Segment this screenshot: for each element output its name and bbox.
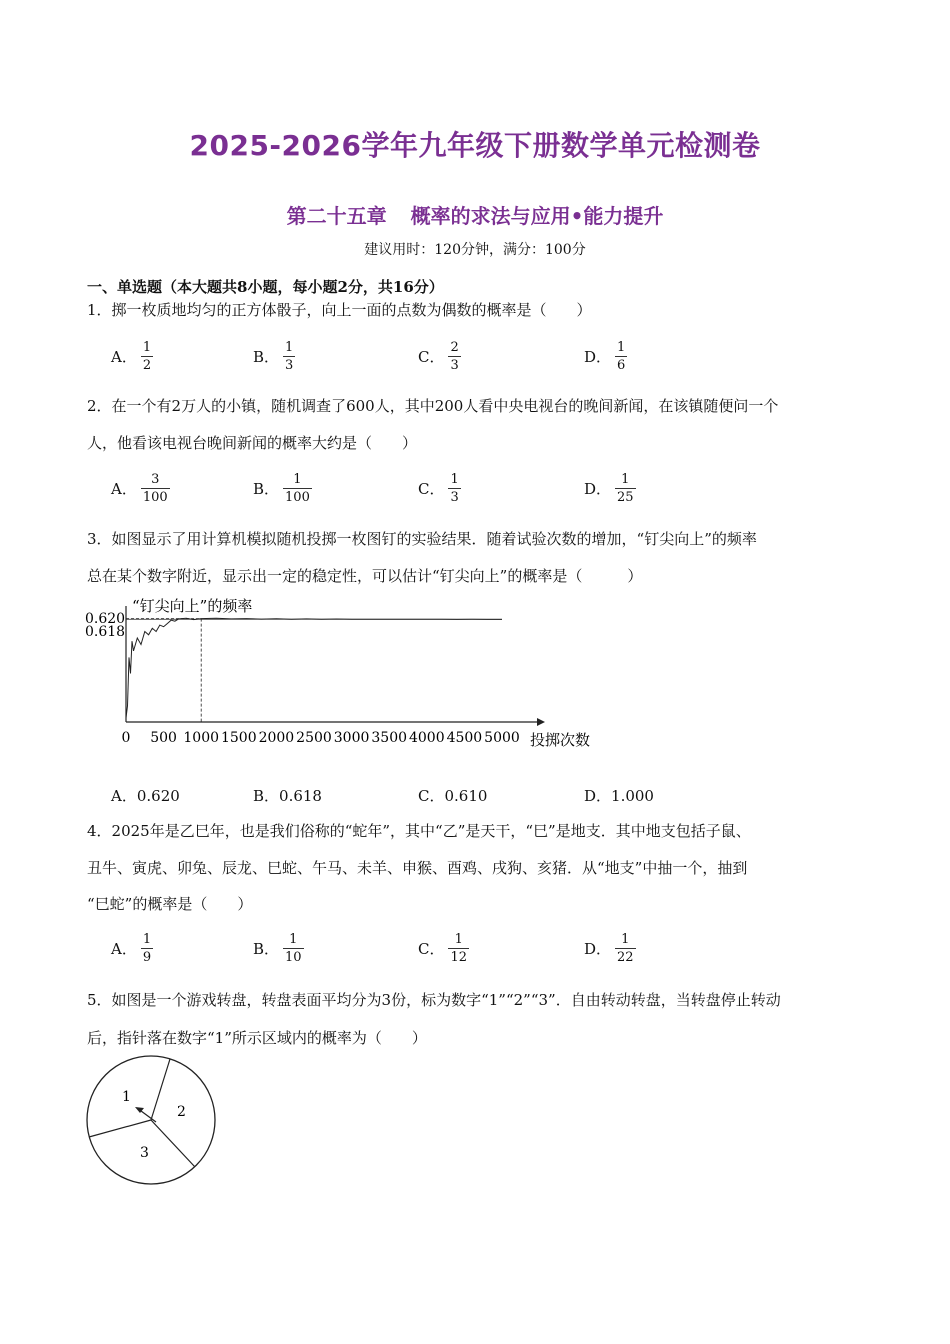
x-tick-0: 0 bbox=[121, 730, 131, 746]
x-tick-3000: 3000 bbox=[333, 730, 370, 746]
spinner-label-1: 1 bbox=[122, 1089, 131, 1105]
fraction bbox=[141, 340, 153, 373]
numerator: 1 bbox=[285, 340, 294, 355]
y-tick-0618: 0.618 bbox=[85, 624, 126, 640]
q3-option-a: A．0.620 bbox=[111, 787, 180, 805]
question-3-line1: 3．如图显示了用计算机模拟随机投掷一枚图钉的实验结果．随着试验次数的增加，“钉尖向上”的频率 bbox=[87, 530, 757, 548]
frequency-series-line bbox=[126, 618, 502, 718]
q3-option-c: C．0.610 bbox=[418, 787, 488, 805]
option-label: A． bbox=[111, 940, 137, 958]
numerator: 1 bbox=[293, 472, 302, 487]
chart-xlabel: 投掷次数 bbox=[530, 731, 591, 749]
denominator: 100 bbox=[285, 490, 310, 505]
x-tick-5000: 5000 bbox=[484, 730, 520, 746]
exam-title: 2025-2026学年九年级下册数学单元检测卷 bbox=[189, 129, 761, 162]
option-label: B． bbox=[253, 940, 280, 958]
x-tick-2000: 2000 bbox=[258, 730, 295, 746]
q4-option-d bbox=[584, 932, 636, 965]
numerator: 1 bbox=[621, 472, 630, 487]
frequency-chart bbox=[82, 592, 602, 757]
spinner-divider-right bbox=[151, 1120, 195, 1167]
option-label: B． bbox=[253, 348, 280, 366]
question-1-text: 1．掷一枚质地均匀的正方体骰子，向上一面的点数为偶数的概率是（ ） bbox=[87, 301, 592, 319]
denominator: 9 bbox=[142, 950, 152, 965]
q4-option-b bbox=[253, 932, 304, 965]
denominator: 100 bbox=[142, 490, 168, 505]
chapter-topic: 概率的求法与应用•能力提升 bbox=[410, 204, 664, 228]
denominator: 3 bbox=[450, 490, 459, 505]
spinner-label-3: 3 bbox=[140, 1145, 149, 1161]
q2-option-a bbox=[111, 472, 170, 505]
denominator: 3 bbox=[285, 358, 294, 373]
fraction bbox=[283, 472, 312, 505]
q2-option-b bbox=[253, 472, 312, 505]
spinner-diagram bbox=[84, 1052, 220, 1188]
question-3-line2: 总在某个数字附近，显示出一定的稳定性，可以估计“钉尖向上”的概率是（ ） bbox=[87, 567, 643, 585]
numerator: 1 bbox=[454, 932, 463, 947]
question-4-line1: 4．2025年是乙巳年，也是我们俗称的“蛇年”，其中“乙”是天干，“巳”是地支．其中地支包括子鼠、 bbox=[87, 822, 751, 840]
fraction bbox=[448, 472, 460, 505]
q4-option-a bbox=[111, 932, 153, 965]
denominator: 12 bbox=[450, 950, 468, 965]
spinner-divider-top bbox=[151, 1059, 170, 1120]
denominator: 10 bbox=[285, 950, 302, 965]
x-tick-3500: 3500 bbox=[371, 730, 408, 746]
question-4-line3: “巳蛇”的概率是（ ） bbox=[87, 895, 253, 913]
numerator: 1 bbox=[621, 932, 630, 947]
question-2-line2: 人，他看该电视台晚间新闻的概率大约是（ ） bbox=[87, 434, 418, 452]
question-4-line2: 丑牛、寅虎、卯兔、辰龙、巳蛇、午马、未羊、申猴、酉鸡、戌狗、亥猪．从“地支”中抽一个，抽到 bbox=[87, 859, 748, 877]
q1-option-d bbox=[584, 340, 627, 373]
option-label: C． bbox=[418, 940, 445, 958]
chart-ylabel: “钉尖向上”的频率 bbox=[132, 597, 253, 615]
x-tick-2500: 2500 bbox=[296, 730, 332, 746]
chapter-title bbox=[0, 200, 950, 229]
chapter-number: 第二十五章 bbox=[286, 204, 387, 228]
fraction bbox=[283, 340, 295, 373]
question-2-line1: 2．在一个有2万人的小镇，随机调查了600人，其中200人看中央电视台的晚间新闻，在该镇随便问一个 bbox=[87, 397, 779, 415]
x-tick-1000: 1000 bbox=[183, 730, 220, 746]
q1-option-b bbox=[253, 340, 295, 373]
spinner-divider-left bbox=[89, 1120, 151, 1137]
fraction bbox=[615, 340, 627, 373]
question-5-line1: 5．如图是一个游戏转盘，转盘表面平均分为3份，标为数字“1”“2”“3”．自由转动转盘，当转盘停止转动 bbox=[87, 991, 781, 1009]
option-label: C． bbox=[418, 480, 445, 498]
fraction bbox=[283, 932, 304, 965]
option-label: B． bbox=[253, 480, 280, 498]
q1-option-c bbox=[418, 340, 461, 373]
fraction bbox=[615, 932, 636, 965]
numerator: 2 bbox=[450, 340, 459, 355]
denominator: 2 bbox=[142, 358, 152, 373]
fraction bbox=[448, 340, 460, 373]
q4-option-c bbox=[418, 932, 469, 965]
section-heading: 一、单选题（本大题共8小题，每小题2分，共16分） bbox=[87, 278, 444, 296]
x-tick-4500: 4500 bbox=[446, 730, 483, 746]
fraction bbox=[448, 932, 469, 965]
x-axis-arrow bbox=[537, 718, 545, 726]
x-tick-labels bbox=[122, 730, 520, 746]
denominator: 6 bbox=[617, 358, 626, 373]
x-tick-500: 500 bbox=[150, 730, 177, 746]
option-label: A． bbox=[111, 480, 137, 498]
q3-option-d: D．1.000 bbox=[584, 787, 654, 805]
y-tick-0620: 0.620 bbox=[85, 611, 126, 627]
option-label: D． bbox=[584, 940, 612, 958]
numerator: 1 bbox=[142, 340, 152, 355]
denominator: 3 bbox=[450, 358, 459, 373]
option-label: D． bbox=[584, 480, 612, 498]
fraction bbox=[615, 472, 636, 505]
option-label: C． bbox=[418, 348, 445, 366]
numerator: 3 bbox=[151, 472, 160, 487]
x-tick-4000: 4000 bbox=[408, 730, 445, 746]
spinner-label-2: 2 bbox=[177, 1104, 186, 1120]
q3-option-b: B．0.618 bbox=[253, 787, 322, 805]
option-label: A． bbox=[111, 348, 137, 366]
denominator: 22 bbox=[617, 950, 634, 965]
option-label: D． bbox=[584, 348, 612, 366]
fraction bbox=[141, 932, 153, 965]
q2-option-d bbox=[584, 472, 636, 505]
x-tick-1500: 1500 bbox=[220, 730, 257, 746]
numerator: 1 bbox=[142, 932, 152, 947]
fraction bbox=[141, 472, 170, 505]
q1-option-a bbox=[111, 340, 153, 373]
numerator: 1 bbox=[450, 472, 459, 487]
q2-option-c bbox=[418, 472, 461, 505]
question-5-line2: 后，指针落在数字“1”所示区域内的概率为（ ） bbox=[87, 1029, 427, 1047]
denominator: 25 bbox=[617, 490, 634, 505]
numerator: 1 bbox=[617, 340, 626, 355]
exam-info: 建议用时：120分钟，满分：100分 bbox=[364, 242, 586, 258]
numerator: 1 bbox=[289, 932, 298, 947]
